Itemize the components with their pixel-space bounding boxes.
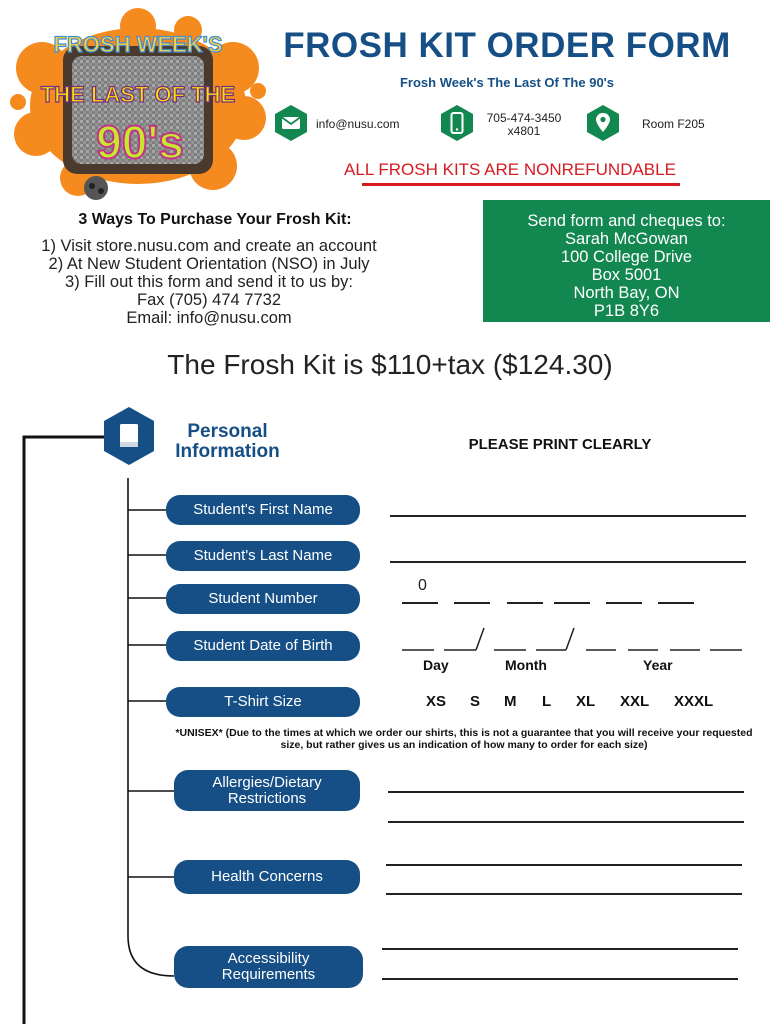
size-xxl[interactable]: XXL: [620, 693, 650, 710]
student-number-digit-5[interactable]: [606, 602, 642, 604]
health-input-line-2[interactable]: [386, 893, 742, 895]
accessibility-label-line2: Requirements: [221, 966, 316, 983]
student-number-digit-3[interactable]: [507, 602, 543, 604]
health-input-line-1[interactable]: [386, 864, 742, 866]
unisex-size-note: *UNISEX* (Due to the times at which we order our shirts, this is not a guarantee that you will receive your requested size, but rather gives us an indication of how many to order for each size): [175, 727, 753, 751]
allergies-label: [174, 770, 360, 811]
accessibility-label-line1: Accessibility: [227, 950, 310, 967]
section-title-text: Personal Information: [175, 421, 280, 462]
student-number-digit-2[interactable]: [454, 602, 490, 604]
allergies-label-line2: Restrictions: [227, 789, 307, 807]
allergies-input-line-1[interactable]: [388, 791, 744, 793]
mailing-address-box: [483, 200, 770, 322]
nonrefundable-notice: ALL FROSH KITS ARE NONREFUNDABLE: [344, 160, 676, 179]
mail-icon: [274, 104, 308, 142]
last-name-input[interactable]: [390, 561, 746, 563]
purchase-way-1: 1) Visit store.nusu.com and create an account: [41, 237, 377, 255]
logo-bottom-text: 90's: [96, 116, 184, 168]
street-address: 100 College Drive: [560, 248, 693, 266]
first-name-label: Student's First Name: [166, 495, 360, 525]
po-box: Box 5001: [591, 266, 662, 284]
logo-middle-text: THE LAST OF THE: [40, 82, 236, 107]
size-l[interactable]: L: [542, 693, 552, 710]
logo-top-text: FROSH WEEK'S: [53, 32, 223, 57]
city-province: North Bay, ON: [573, 284, 680, 302]
notice-underline: [362, 183, 680, 186]
last-name-label: Student's Last Name: [166, 541, 360, 571]
contact-phone: [484, 112, 564, 138]
phone-number: 705-474-3450: [486, 111, 562, 125]
frosh-week-logo: [8, 6, 270, 202]
section-title: [160, 422, 295, 462]
kit-price: The Frosh Kit is $110+tax ($124.30): [167, 349, 613, 380]
health-concerns-label: Health Concerns: [174, 860, 360, 894]
accessibility-label: [174, 946, 363, 988]
recipient-name: Sarah McGowan: [565, 230, 688, 248]
student-number-digit-4[interactable]: [554, 602, 590, 604]
form-subtitle: Frosh Week's The Last Of The 90's: [399, 75, 614, 90]
phone-extension: x4801: [507, 124, 541, 138]
student-number-prefill: 0: [418, 577, 427, 594]
purchase-ways-title: 3 Ways To Purchase Your Frosh Kit:: [78, 211, 352, 228]
date-of-birth-label: Student Date of Birth: [166, 631, 360, 661]
email-address: Email: info@nusu.com: [126, 309, 292, 327]
location-pin-icon: [586, 104, 620, 142]
date-of-birth-input[interactable]: [398, 624, 746, 654]
allergies-input-line-2[interactable]: [388, 821, 744, 823]
size-m[interactable]: M: [504, 693, 517, 710]
form-title: FROSH KIT ORDER FORM: [283, 26, 731, 65]
size-xxxl[interactable]: XXXL: [674, 693, 714, 710]
send-instructions: Send form and cheques to:: [527, 212, 726, 230]
student-number-digit-1[interactable]: [402, 602, 438, 604]
fax-number: Fax (705) 474 7732: [136, 291, 281, 309]
dob-year-label: Year: [643, 657, 673, 673]
phone-icon: [440, 104, 474, 142]
student-number-digit-6[interactable]: [658, 602, 694, 604]
dob-month-label: Month: [505, 657, 547, 673]
size-s[interactable]: S: [470, 693, 481, 710]
purchase-way-3: 3) Fill out this form and send it to us by:: [65, 273, 353, 291]
accessibility-input-line-2[interactable]: [382, 978, 738, 980]
dob-day-label: Day: [423, 657, 449, 673]
first-name-input[interactable]: [390, 515, 746, 517]
accessibility-input-line-1[interactable]: [382, 948, 738, 950]
print-clearly-instruction: PLEASE PRINT CLEARLY: [468, 436, 652, 453]
postal-code: P1B 8Y6: [593, 302, 660, 320]
size-xs[interactable]: XS: [426, 693, 447, 710]
tshirt-size-label: T-Shirt Size: [166, 687, 360, 717]
section-connector-lines: [0, 400, 770, 1024]
contact-room: Room F205: [642, 117, 705, 131]
allergies-label-line1: Allergies/Dietary: [212, 773, 322, 791]
book-icon: [103, 406, 155, 466]
purchase-way-2: 2) At New Student Orientation (NSO) in July: [48, 255, 370, 273]
size-xl[interactable]: XL: [576, 693, 596, 710]
student-number-label: Student Number: [166, 584, 360, 614]
contact-email: info@nusu.com: [316, 117, 400, 131]
